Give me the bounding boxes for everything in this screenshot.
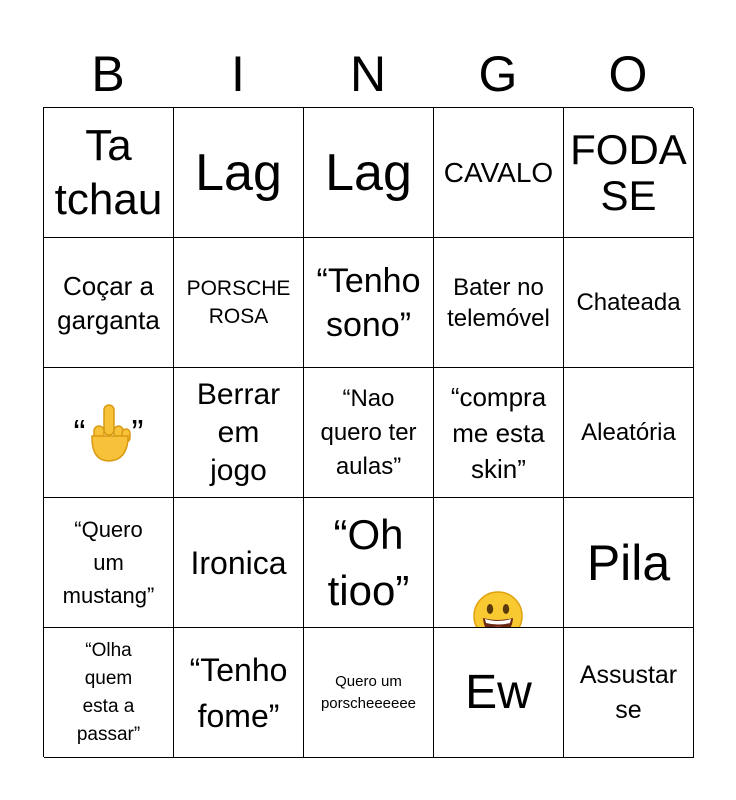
- cell-label: “Nao quero ter aulas”: [320, 384, 417, 480]
- cell-label: Bater no telemóvel: [447, 273, 550, 332]
- header-letter-b: B: [91, 46, 125, 102]
- bingo-cell[interactable]: [44, 368, 174, 498]
- bingo-cell[interactable]: [564, 368, 694, 498]
- bingo-cell[interactable]: [44, 498, 174, 628]
- cell-label: [74, 402, 144, 464]
- cell-label: Pila: [586, 534, 671, 591]
- cell-label: “Oh tioo”: [327, 510, 410, 614]
- cell-label: “Tenho fome”: [189, 651, 288, 734]
- bingo-grid: [43, 107, 693, 757]
- bingo-cell[interactable]: [174, 628, 304, 758]
- bingo-cell[interactable]: [564, 238, 694, 368]
- cell-label: Lag: [195, 143, 282, 202]
- header-letter-g: G: [478, 46, 518, 102]
- bingo-cell[interactable]: [174, 108, 304, 238]
- cell-label: Ta tchau: [54, 120, 163, 224]
- bingo-cell[interactable]: [44, 628, 174, 758]
- cell-label: Chateada: [576, 288, 681, 316]
- cell-label: Ew: [465, 665, 532, 719]
- bingo-cell[interactable]: [564, 498, 694, 628]
- bingo-cell[interactable]: [174, 498, 304, 628]
- bingo-cell[interactable]: [174, 238, 304, 368]
- bingo-cell[interactable]: [434, 628, 564, 758]
- cell-label: “Olha quem esta a passar”: [76, 639, 141, 745]
- bingo-cell[interactable]: [304, 628, 434, 758]
- header-letter-n: N: [349, 46, 387, 102]
- grinning-face-emoji-icon: [472, 590, 524, 628]
- cell-label: “Tenho sono”: [316, 261, 421, 344]
- cell-label: CAVALO: [443, 156, 554, 188]
- cell-label: Coçar a garganta: [57, 270, 160, 335]
- cell-label: Ironica: [190, 544, 287, 581]
- bingo-cell[interactable]: [304, 108, 434, 238]
- bingo-cell[interactable]: [564, 108, 694, 238]
- cell-label: FODA SE: [570, 125, 687, 219]
- close-quote: ”: [131, 411, 144, 453]
- bingo-cell[interactable]: [434, 108, 564, 238]
- bingo-cell[interactable]: [304, 368, 434, 498]
- cell-label: “compra me esta skin”: [450, 381, 547, 484]
- cell-label: “Quero um mustang”: [62, 517, 155, 608]
- cell-label: Aleatória: [581, 418, 676, 446]
- cell-label: Assustar se: [579, 660, 678, 724]
- bingo-cell[interactable]: [174, 368, 304, 498]
- cell-label: Quero um porscheeeeee: [320, 672, 417, 712]
- bingo-cell[interactable]: [44, 108, 174, 238]
- bingo-cell[interactable]: [434, 238, 564, 368]
- bingo-cell[interactable]: [564, 628, 694, 758]
- bingo-cell[interactable]: [434, 368, 564, 498]
- bingo-cell[interactable]: [304, 498, 434, 628]
- bingo-cell[interactable]: [44, 238, 174, 368]
- cell-label: PORSCHE ROSA: [186, 276, 291, 328]
- open-quote: “: [73, 411, 86, 453]
- header-letter-o: O: [608, 46, 648, 102]
- cell-label: Berrar em jogo: [196, 377, 281, 487]
- cell-label: Lag: [325, 143, 412, 202]
- bingo-header: [43, 40, 693, 108]
- middle-finger-emoji-icon: [86, 402, 132, 464]
- bingo-cell[interactable]: [434, 498, 564, 628]
- header-letter-i: I: [231, 46, 245, 102]
- bingo-cell[interactable]: [304, 238, 434, 368]
- cell-label: [453, 498, 544, 628]
